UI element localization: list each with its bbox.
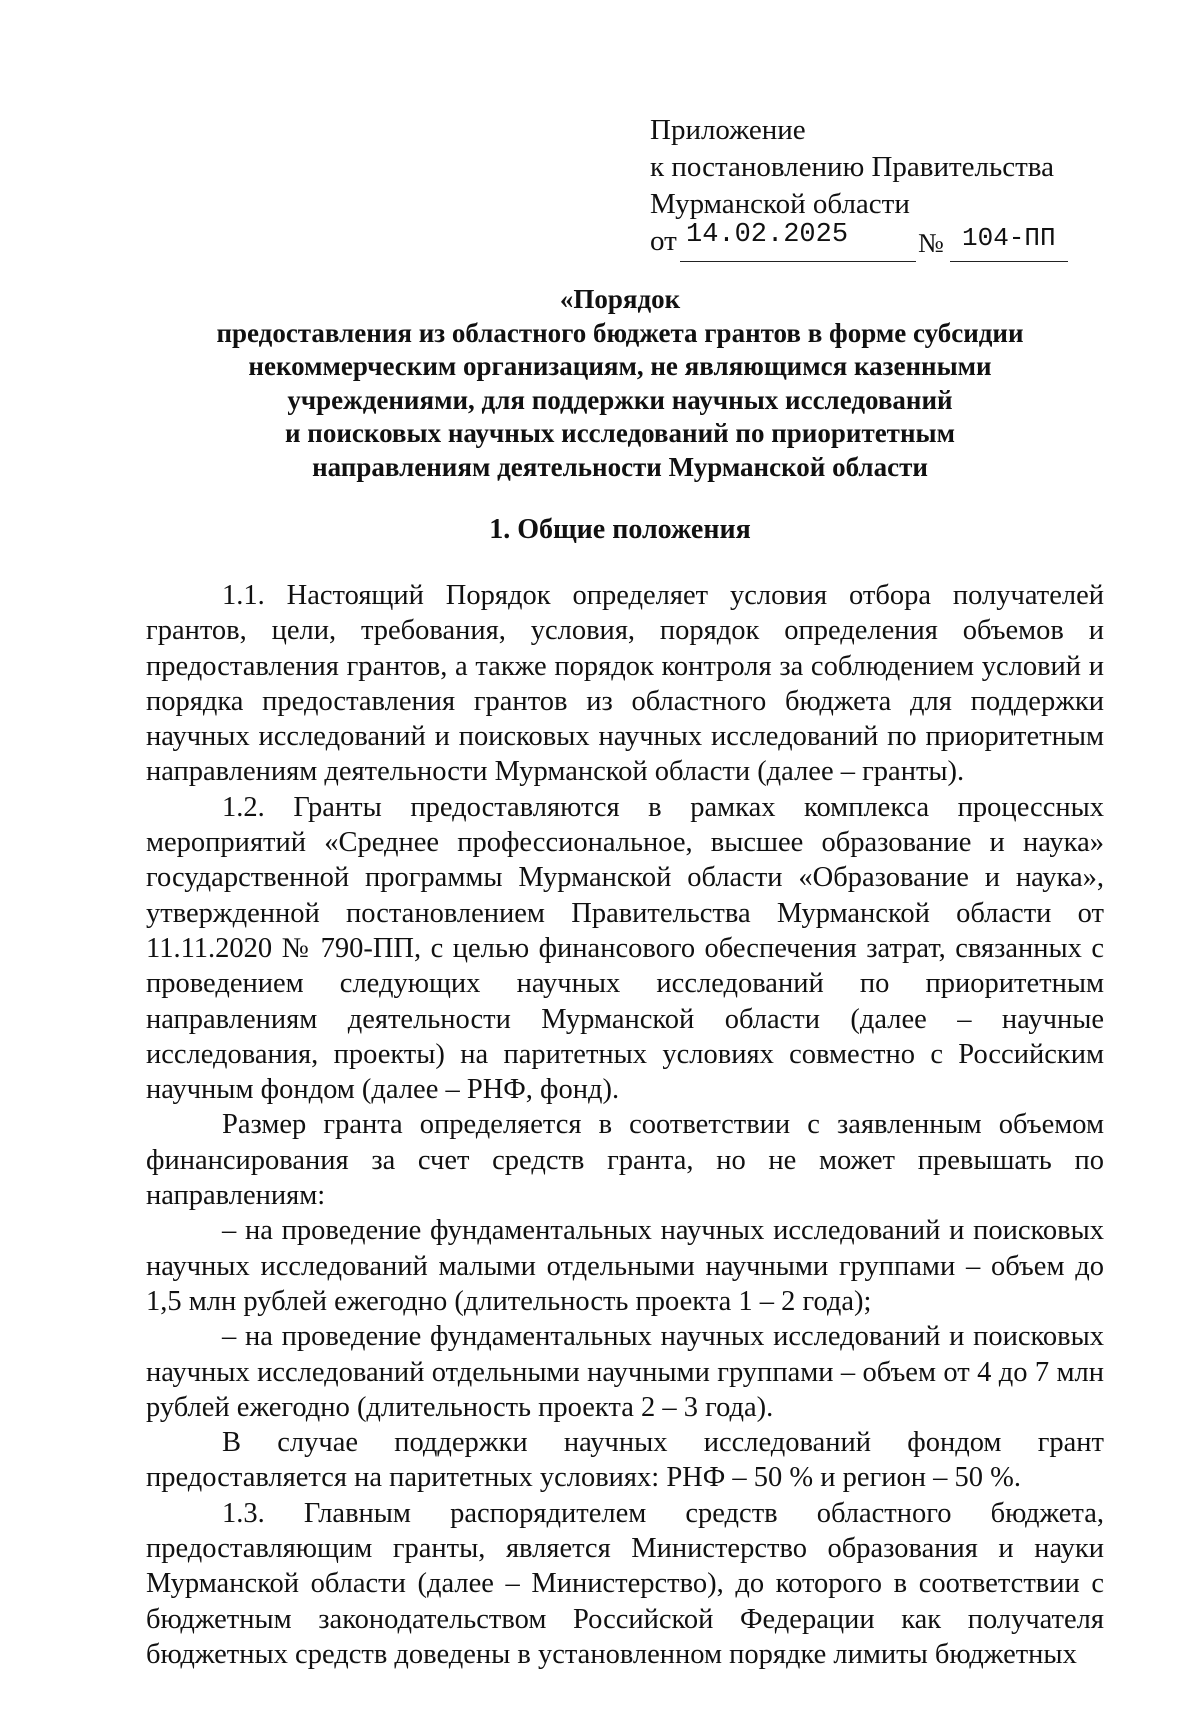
date-prefix: от: [650, 225, 677, 257]
paragraph-grant-size: Размер гранта определяется в соответствии с заявленным объемом финансирования за счет средств гранта, но не может превышать по направлениям:: [146, 1109, 1104, 1212]
title-line: направлениям деятельности Мурманской области: [312, 451, 928, 482]
title-line: учреждениями, для поддержки научных исследований: [287, 384, 953, 415]
title-line: некоммерческим организациям, не являющимся казенными: [248, 351, 992, 381]
approval-date-row: [650, 220, 1056, 263]
approval-block: [650, 112, 1054, 263]
document-body: [146, 578, 1104, 1672]
title-line: и поисковых научных исследований по приоритетным: [285, 418, 955, 448]
approval-line-resolution: к постановлению Правительства: [650, 151, 1054, 183]
title-line: предоставления из областного бюджета грантов в форме субсидии: [216, 317, 1024, 348]
document-title: [150, 283, 1090, 484]
paragraph-1-2: 1.2. Гранты предоставляются в рамках комплекса процессных мероприятий «Среднее профессиональное, высшее образование и наука» государственной программы Мурманской области «Образование и наука», утвержденной постановлением Правительства Мурманской области от 11.11.2020 № 790-ПП, с целью финансового обеспечения затрат, связанных с проведением следующих научных исследований по приоритетным направлениям деятельности Мурманской области (далее – научные исследования, проекты) на паритетных условиях совместно с Российским научным фондом (далее – РНФ, фонд).: [146, 791, 1104, 1106]
date-underline: [680, 261, 916, 262]
paragraph-parity: В случае поддержки научных исследований фондом грант предоставляется на паритетных условиях: РНФ – 50 % и регион – 50 %.: [146, 1427, 1104, 1494]
approval-line-region: Мурманской области: [650, 188, 910, 220]
paragraph-1-1: 1.1. Настоящий Порядок определяет условия отбора получателей грантов, цели, требования, условия, порядок определения объемов и предоставления грантов, а также порядок контроля за соблюдением условий и порядка предоставления грантов из областного бюджета для поддержки научных исследований и поисковых научных исследований по приоритетным направлениям деятельности Мурманской области (далее – гранты).: [146, 580, 1104, 788]
paragraph-small-groups: – на проведение фундаментальных научных исследований и поисковых научных исследований малыми отдельными научными группами – объем до 1,5 млн рублей ежегодно (длительность проекта 1 – 2 года);: [146, 1215, 1104, 1317]
number-sign: №: [918, 228, 944, 258]
paragraph-groups: – на проведение фундаментальных научных исследований и поисковых научных исследований отдельными научными группами – объем от 4 до 7 млн рублей ежегодно (длительность проекта 2 – 3 года).: [146, 1321, 1104, 1423]
paragraph-1-3: 1.3. Главным распорядителем средств областного бюджета, предоставляющим гранты, является Министерство образования и науки Мурманской области (далее – Министерство), до которого в соответствии с бюджетным законодательством Российской Федерации как получателя бюджетных средств доведены в установленном порядке лимиты бюджетных: [146, 1497, 1104, 1670]
date-value: 14.02.2025: [686, 220, 849, 250]
title-line: «Порядок: [559, 284, 681, 314]
section-heading: 1. Общие положения: [489, 514, 751, 545]
number-value: 104-ПП: [962, 223, 1056, 253]
number-underline: [950, 261, 1068, 262]
approval-line-appendix: Приложение: [650, 114, 806, 146]
